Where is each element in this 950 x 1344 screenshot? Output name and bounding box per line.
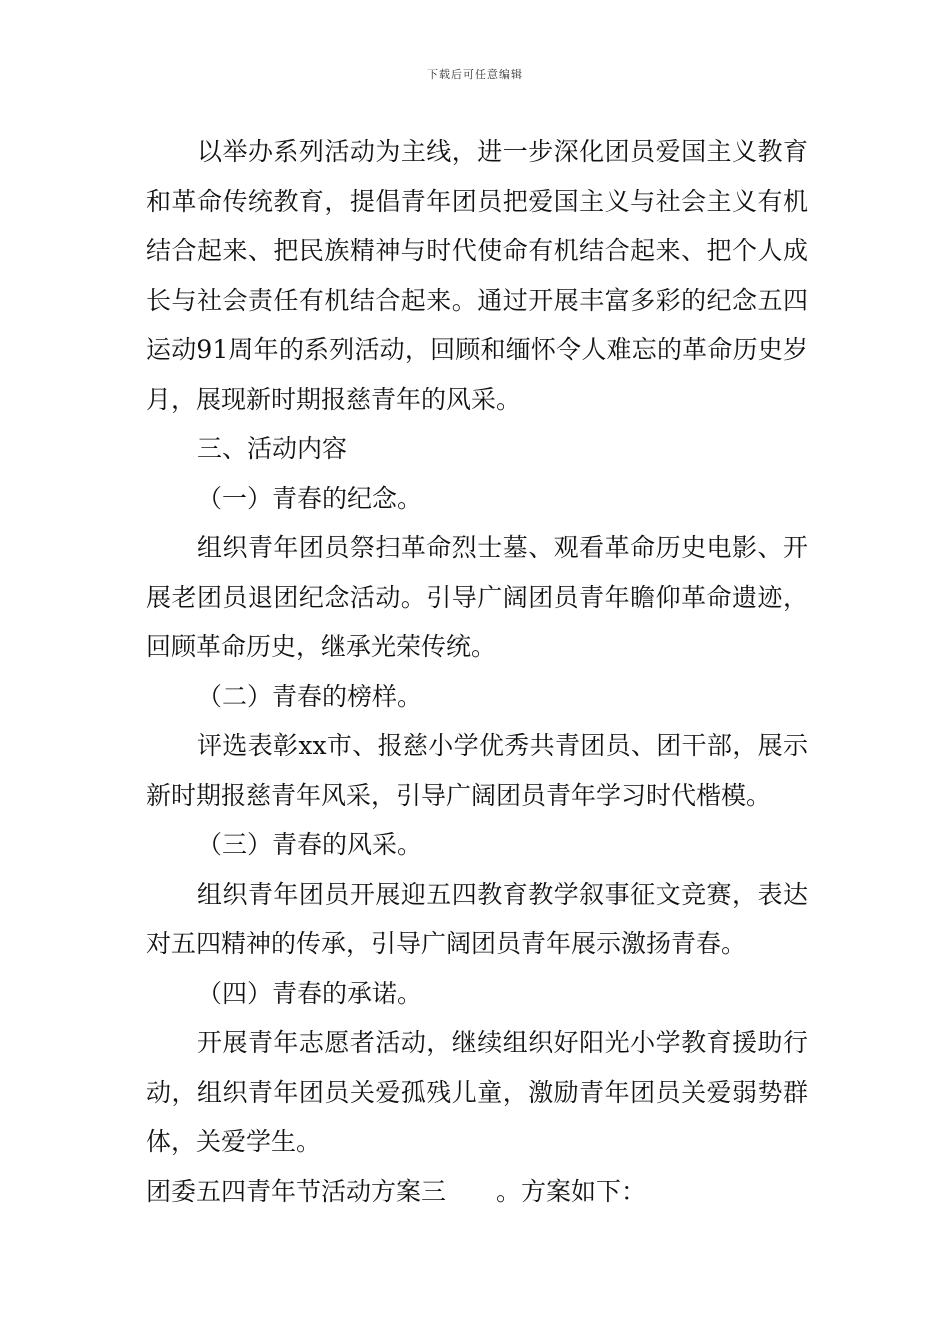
paragraph-intro: 以举办系列活动为主线，进一步深化团员爱国主义教育和革命传统教育，提倡青年团员把爱国主义与社会主义有机结合起来、把民族精神与时代使命有机结合起来、把个人成长与社会责任有机结合起来。通过开展丰富多彩的纪念五四运动91周年的系列活动，回顾和缅怀令人难忘的革命历史岁月，展现新时期报慈青年的风采。 (146, 137, 808, 414)
page-header-note: 下载后可任意编辑 (427, 68, 523, 81)
subheading-youth-style: （三）青春的风采。 (197, 830, 423, 859)
paragraph-youth-style: 组织青年团员开展迎五四教育教学叙事征文竞赛，表达对五四精神的传承，引导广阔团员青年展示激扬青春。 (146, 879, 808, 958)
subheading-youth-commemoration: （一）青春的纪念。 (197, 483, 423, 513)
document-body (146, 127, 808, 1216)
paragraph-youth-role-model: 评选表彰xx市、报慈小学优秀共青团员、团干部，展示新时期报慈青年风采，引导广阔团员青年学习时代楷模。 (146, 731, 808, 810)
subheading-youth-role-model: （二）青春的榜样。 (197, 681, 423, 711)
paragraph-youth-commemoration: 组织青年团员祭扫革命烈士墓、观看革命历史电影、开展老团员退团纪念活动。引导广阔团员青年瞻仰革命遗迹，回顾革命历史，继承光荣传统。 (146, 533, 808, 661)
section-heading-activity-content: 三、活动内容 (197, 434, 348, 463)
paragraph-youth-promise: 开展青年志愿者活动，继续组织好阳光小学教育援助行动，组织青年团员关爱孤残儿童，激励青年团员关爱弱势群体，关爱学生。 (146, 1028, 808, 1156)
closing-line: 团委五四青年节活动方案三 。方案如下： (146, 1176, 647, 1206)
subheading-youth-promise: （四）青春的承诺。 (197, 978, 423, 1008)
